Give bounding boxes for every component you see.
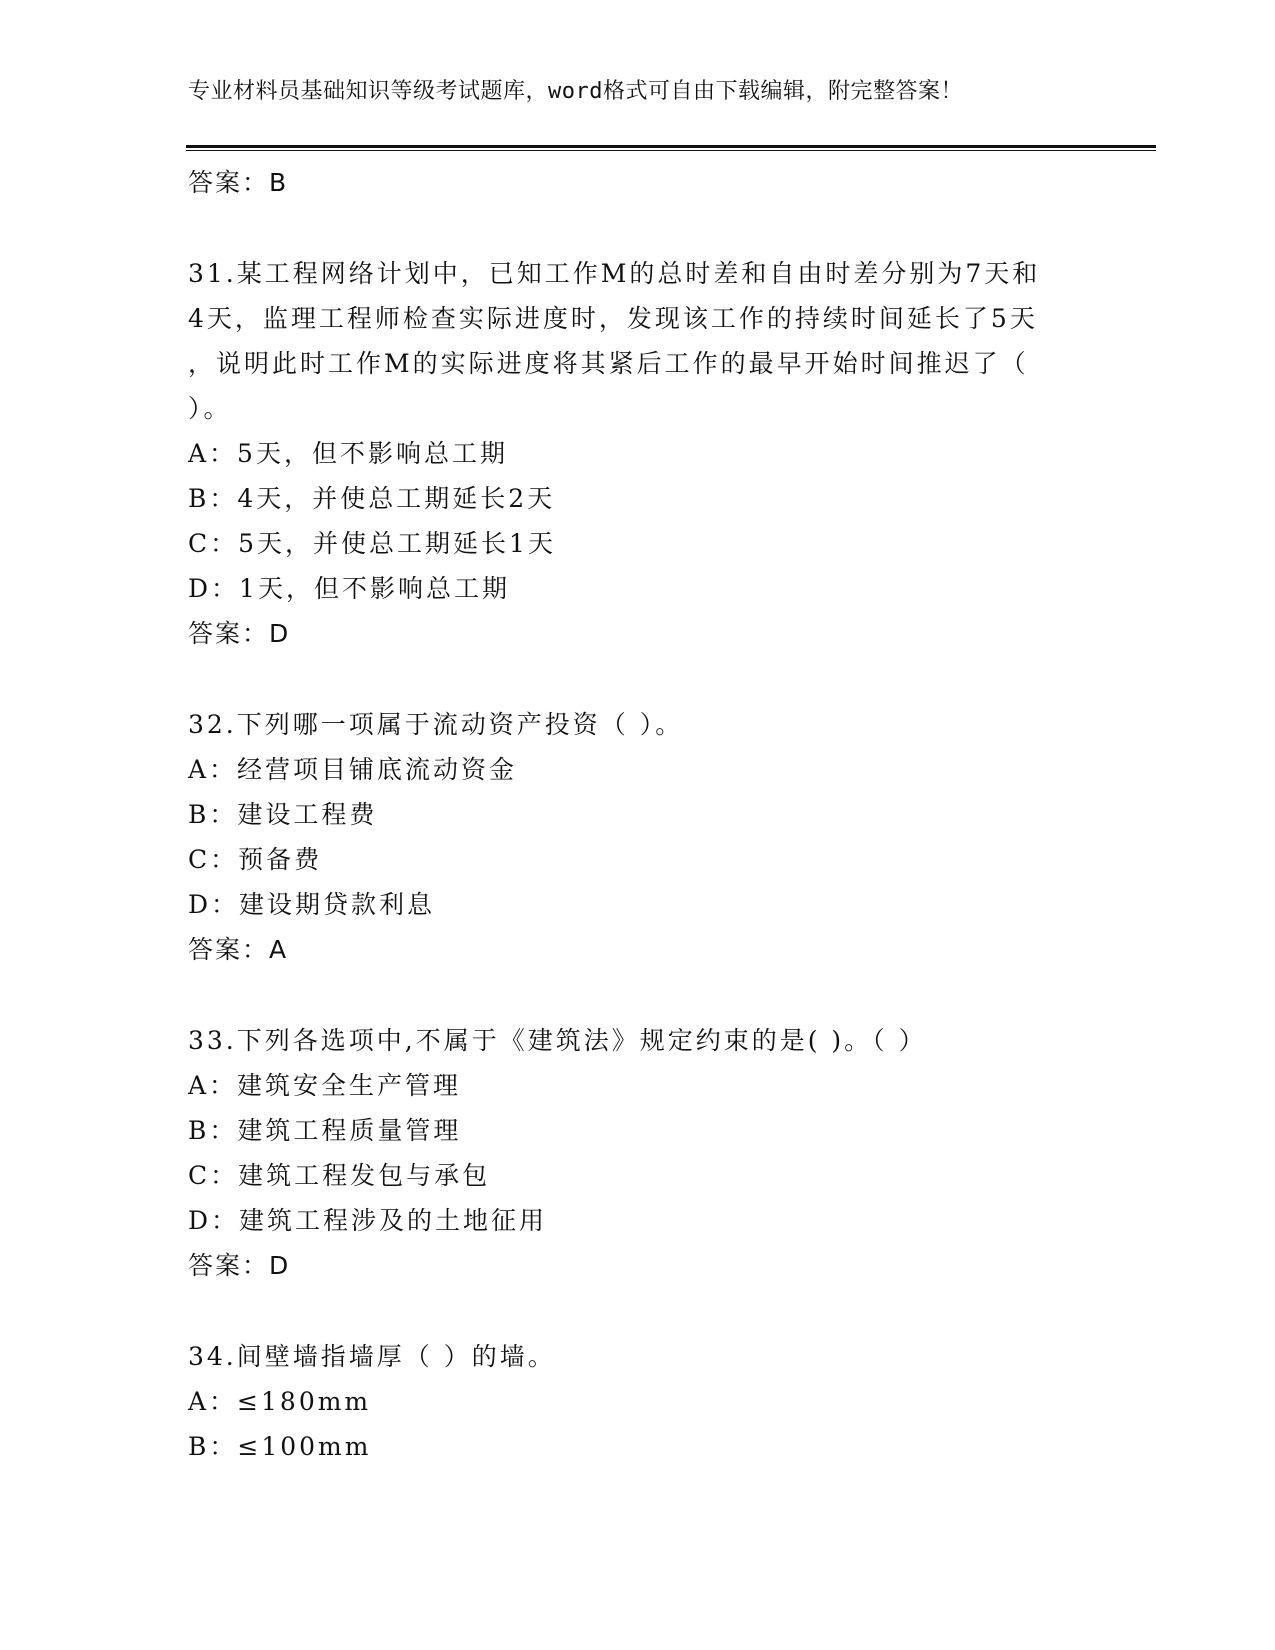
option-c: C：预备费	[188, 845, 323, 874]
option-d: D：建设期贷款利息	[188, 890, 436, 919]
question-stem-line: 33.下列各选项中,不属于《建筑法》规定约束的是( )。（ ）	[188, 1026, 927, 1055]
option-c: C：5天，并使总工期延长1天	[188, 529, 556, 558]
question-stem-line: 32.下列哪一项属于流动资产投资（ ）。	[188, 710, 684, 739]
question-stem-line: ）。	[188, 394, 232, 423]
option-a: A：建筑安全生产管理	[188, 1071, 462, 1100]
question-stem-line: 4天，监理工程师检查实际进度时，发现该工作的持续时间延长了5天	[188, 304, 1038, 333]
option-b: B：建筑工程质量管理	[188, 1116, 462, 1145]
option-a: A：经营项目铺底流动资金	[188, 755, 518, 784]
answer-line: 答案：A	[188, 935, 289, 964]
answer-line: 答案：B	[188, 168, 289, 197]
question-stem-line: 31.某工程网络计划中，已知工作M的总时差和自由时差分别为7天和	[188, 259, 1041, 288]
answer-line: 答案：D	[188, 619, 291, 648]
option-b: B：≤100mm	[188, 1432, 372, 1461]
question-content	[188, 160, 1088, 1469]
header-rule-thick	[186, 145, 1156, 148]
header-rule-thin	[186, 150, 1156, 151]
option-d: D：1天，但不影响总工期	[188, 574, 510, 603]
option-b: B：建设工程费	[188, 800, 378, 829]
option-d: D：建筑工程涉及的土地征用	[188, 1206, 548, 1235]
answer-line: 答案：D	[188, 1251, 291, 1280]
page-header: 专业材料员基础知识等级考试题库，word格式可自由下载编辑，附完整答案！	[188, 79, 963, 104]
question-stem-line: 34.间壁墙指墙厚（ ）的墙。	[188, 1342, 556, 1371]
question-stem-line: ，说明此时工作M的实际进度将其紧后工作的最早开始时间推迟了（	[188, 349, 1029, 378]
option-c: C：建筑工程发包与承包	[188, 1161, 491, 1190]
option-a: A：≤180mm	[188, 1387, 372, 1416]
option-b: B：4天，并使总工期延长2天	[188, 484, 556, 513]
option-a: A：5天，但不影响总工期	[188, 439, 508, 468]
